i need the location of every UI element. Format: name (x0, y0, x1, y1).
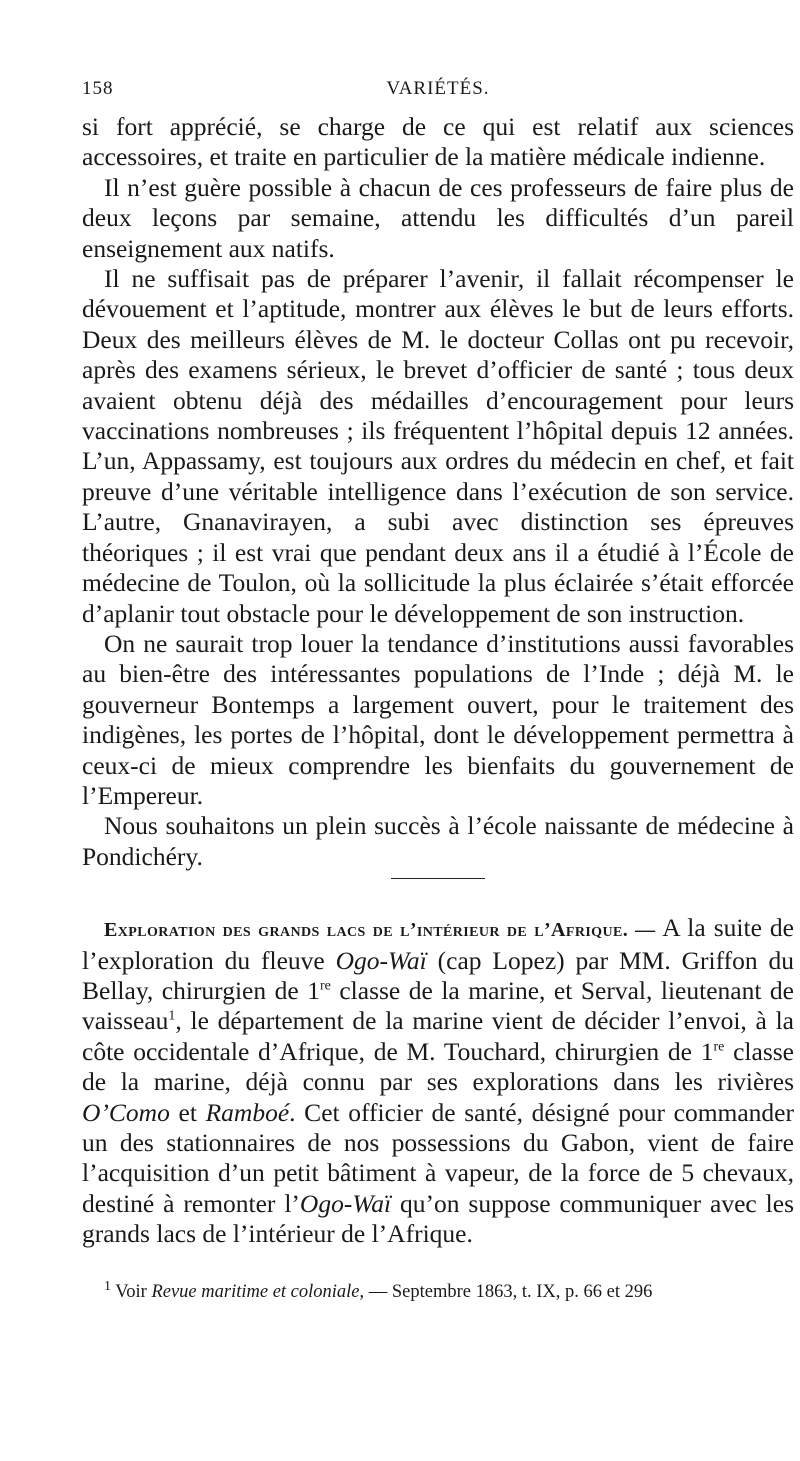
footnote: $^1$ Voir Revue maritime et coloniale, — Septembre 1863, t. IX, p. 66 et 296 (104, 1278, 653, 1302)
footnote-reference: 1 (168, 1008, 176, 1024)
footnote-source: Revue maritime et coloniale (151, 1281, 360, 1302)
river-name: O’Como (82, 1097, 170, 1127)
closing-rule (391, 878, 485, 879)
page-header (82, 72, 794, 112)
running-head: VARIÉTÉS. (386, 78, 490, 99)
paragraph-continued: si fort apprécié, se charge de ce qui est relatif aux sciences accessoires, et traite en particulier de la matière médicale indienne. (82, 112, 794, 172)
paragraph: Il n’est guère possible à chacun de ces professeurs de faire plus de deux leçons par semaine, attendu les difficultés d’un pareil enseignement aux natifs. (82, 172, 794, 263)
footnote-mark: 1 (104, 1278, 111, 1294)
paragraph: Nous souhaitons un plein succès à l’école naissante de médecine à Pondichéry. (82, 811, 794, 871)
river-name: Ramboé (205, 1097, 290, 1127)
page (82, 72, 794, 1304)
page-number: 158 (82, 78, 114, 99)
section-title: Exploration des grands lacs de l’intérieur de l’Afrique. — (104, 919, 656, 942)
river-name: Ogo-Waï (299, 1188, 392, 1218)
river-name: Ogo-Waï (335, 945, 427, 975)
paragraph: Il ne suffisait pas de préparer l’avenir, il fallait récompenser le dévouement et l’aptitude, montrer aux élèves le but de leurs efforts. Deux des meilleurs élèves de M. le docteur Collas ont pu recevoir, après des examens sérieux, le brevet d’officier de santé ; tous deux avaient obtenu déjà des médailles d’encouragement pour leurs vaccinations nombreuses ; ils fréquentent l’hôpital depuis 12 années. L’un, Appassamy, est toujours aux ordres du médecin en chef, et fait preuve d’une véritable intelligence dans l’exécution de son service. L’autre, Gnanavirayen, a subi avec distinction ses épreuves théoriques ; il est vrai que pendant deux ans il a étudié à l’École de médecine de Toulon, où la sollicitude la plus éclairée s’était efforcée d’aplanir tout obstacle pour le développement de son instruction. (82, 264, 794, 628)
body-text (82, 112, 794, 1250)
paragraph: On ne saurait trop louer la tendance d’institutions aussi favorables au bien-être des intéressantes populations de l’Inde ; déjà M. le gouverneur Bontemps a largement ouvert, pour le traitement des indigènes, les portes de l’hôpital, dont le développement permettra à ceux-ci de mieux comprendre les bienfaits du gouvernement de l’Empereur. (82, 628, 794, 810)
section-paragraph: Exploration des grands lacs de l’intérieur de l’Afrique. — A la suite de l’exploration du fleuve Ogo-Waï (cap Lopez) par MM. Griffon du Bellay, chirurgien de 1re classe de la marine, et Serval, lieutenant de vaisseau$^1$, le département de la marine vient de décider l’envoi, à la côte occidentale d’Afrique, de M. Touchard, chirurgien de 1re classe de la marine, déjà connu par ses explorations dans les rivières O’Como et Ramboé. Cet officier de santé, désigné pour commander un des stationnaires de nos possessions du Gabon, vient de faire l’acquisition d’un petit bâtiment à vapeur, de la force de 5 chevaux, destiné à remonter l’Ogo-Waï qu’on suppose communiquer avec les grands lacs de l’intérieur de l’Afrique. (82, 913, 795, 1249)
